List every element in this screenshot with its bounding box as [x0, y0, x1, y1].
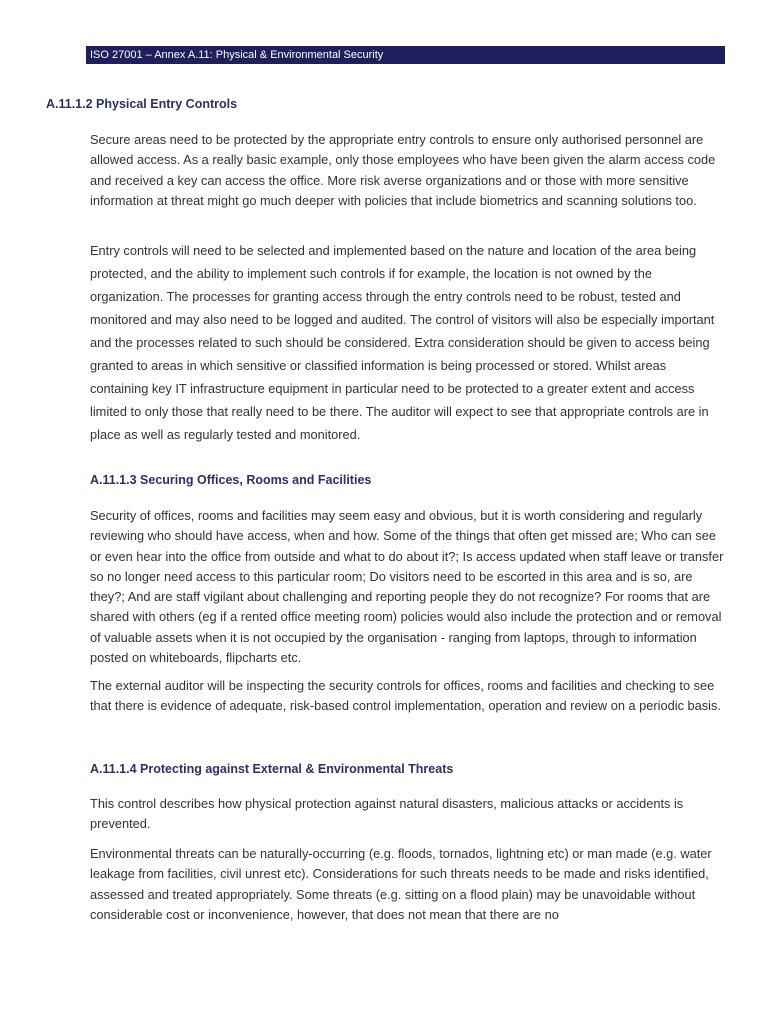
paragraph: Environmental threats can be naturally-occurring (e.g. floods, tornados, lightning etc) or man made (e.g. water leakage from facilities, civil unrest etc). Considerations for such threats needs to be made and risks identified, assessed and treated appropriately. Some threats (e.g. sitting on a flood plain) may be unavoidable without considerable cost or inconvenience, however, that does not mean that there are no [90, 846, 712, 922]
paragraph: Secure areas need to be protected by the appropriate entry controls to ensure only authorised personnel are allowed access. As a really basic example, only those employees who have been given the alarm access code and received a key can access the office. More risk averse organizations and or those with more sensitive information at threat might go much deeper with policies that include biometrics and scanning solutions too. [90, 132, 716, 208]
paragraph: Security of offices, rooms and facilities may seem easy and obvious, but it is worth considering and regularly reviewing who should have access, when and how. Some of the things that often get missed are; Who can see or even hear into the office from outside and what to do about it?; Is access updated when staff leave or transfer so no longer need access to this particular room; Do visitors need to be escorted in this area and is so, are they?; And are staff vigilant about challenging and reporting people they do not recognize? For rooms that are shared with others (eg if a rented office meeting room) policies would also include the protection and or removal of valuable assets when it is not occupied by the organisation - ranging from laptops, through to information posted on whiteboards, flipcharts etc. [90, 508, 724, 666]
paragraph: Entry controls will need to be selected and implemented based on the nature and location of the area being protected, and the ability to implement such controls if for example, the location is not owned by the organization. The processes for granting access through the entry controls need to be robust, tested and monitored and may also need to be logged and audited. The control of visitors will also be especially important and the processes related to such should be considered. Extra consideration should be given to access being granted to areas in which sensitive or classified information is being processed or stored. Whilst areas containing key IT infrastructure equipment in particular need to be protected to a greater extent and access limited to only those that really need to be there. The auditor will expect to see that appropriate controls are in place as well as regularly tested and monitored. [90, 243, 715, 442]
paragraph: This control describes how physical protection against natural disasters, malicious attacks or accidents is prevented. [90, 796, 684, 832]
running-header: ISO 27001 – Annex A.11: Physical & Environmental Security [86, 46, 725, 64]
section-heading-a11-1-2: A.11.1.2 Physical Entry Controls [46, 97, 238, 111]
section-heading-a11-1-3: A.11.1.3 Securing Offices, Rooms and Facilities [90, 473, 372, 487]
section-heading-a11-1-4: A.11.1.4 Protecting against External & Environmental Threats [90, 762, 454, 776]
paragraph: The external auditor will be inspecting the security controls for offices, rooms and facilities and checking to see that there is evidence of adequate, risk-based control implementation, operation and review on a periodic basis. [90, 678, 721, 714]
